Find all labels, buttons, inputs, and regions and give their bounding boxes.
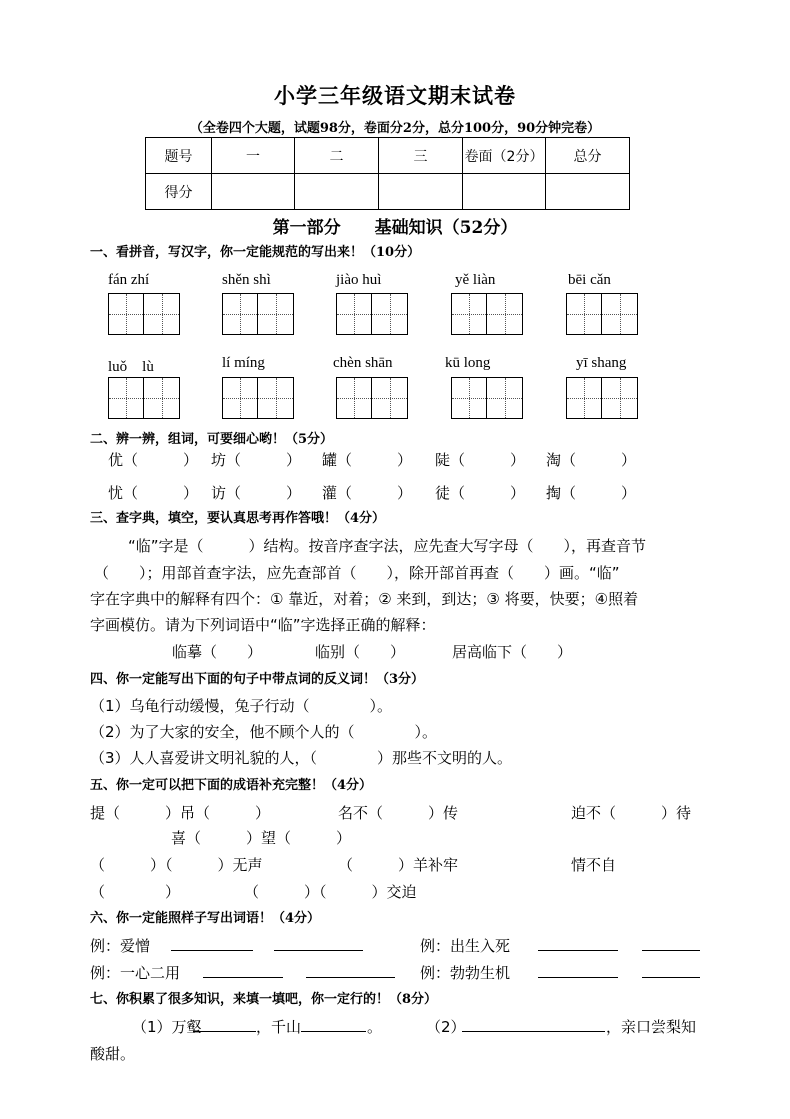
word-pair-item[interactable]: 徒（ ） xyxy=(435,484,526,502)
pinyin-label: luǒ lù xyxy=(108,359,154,375)
answer-line[interactable] xyxy=(193,1017,256,1032)
meaning-blank[interactable]: 临摹（ ） xyxy=(172,643,263,661)
pinyin-label: shěn shì xyxy=(222,272,271,288)
pinyin-label: lí míng xyxy=(222,355,265,371)
idiom-blank[interactable]: 喜（ ）望（ ） xyxy=(171,829,352,847)
writing-grid[interactable] xyxy=(222,377,294,419)
word-pair-item[interactable]: 优（ ） xyxy=(108,451,199,469)
answer-line[interactable] xyxy=(462,1017,605,1032)
pinyin-label: kū long xyxy=(445,355,491,371)
dictionary-question-line: 字在字典中的解释有四个：① 靠近，对着；② 来到，到达；③ 将要，快要；④照着 xyxy=(90,590,639,608)
idiom-blank[interactable]: 提（ ）吊（ ） xyxy=(90,804,271,822)
word-pair-item[interactable]: 罐（ ） xyxy=(322,451,413,469)
writing-grid[interactable] xyxy=(451,377,523,419)
score-table-score-row xyxy=(146,174,630,210)
word-pair-item[interactable]: 灌（ ） xyxy=(322,484,413,502)
writing-grid[interactable] xyxy=(222,293,294,335)
antonym-question[interactable]: （1）乌龟行动缓慢，兔子行动（ ）。 xyxy=(90,697,393,715)
word-pair-item[interactable]: 淘（ ） xyxy=(546,451,637,469)
word-pair-item[interactable]: 坊（ ） xyxy=(211,451,302,469)
header-cell: 卷面（2分） xyxy=(463,138,546,174)
writing-grid[interactable] xyxy=(566,293,638,335)
dictionary-question-line: （ ）；用部首查字法，应先查部首（ ），除开部首再查（ ）画。“临” xyxy=(94,564,620,582)
section-3-heading: 三、查字典，填空，要认真思考再作答哦！（4分） xyxy=(90,511,386,526)
writing-grid[interactable] xyxy=(108,293,180,335)
header-cell: 题号 xyxy=(146,138,212,174)
example-label: 例：出生入死 xyxy=(420,937,511,955)
writing-grid[interactable] xyxy=(451,293,523,335)
section-4-heading: 四、你一定能写出下面的句子中带点词的反义词！（3分） xyxy=(90,672,425,687)
idiom-blank[interactable]: 迫不（ ）待 xyxy=(571,804,692,822)
row-label: 得分 xyxy=(146,174,212,210)
poem-line-2a: （2） xyxy=(426,1018,466,1036)
pinyin-label: fán zhí xyxy=(108,272,150,288)
idiom-blank[interactable]: （ ）羊补牢 xyxy=(338,856,459,874)
section-7-heading: 七、你积累了很多知识，来填一填吧，你一定行的！（8分） xyxy=(90,992,438,1007)
poem-line-1c: 。 xyxy=(367,1018,383,1036)
antonym-question[interactable]: （3）人人喜爱讲文明礼貌的人，（ ）那些不文明的人。 xyxy=(90,749,513,767)
answer-line[interactable] xyxy=(171,936,253,951)
example-label: 例：一心二用 xyxy=(90,964,181,982)
word-pair-item[interactable]: 陡（ ） xyxy=(435,451,526,469)
answer-line[interactable] xyxy=(301,1017,366,1032)
answer-line[interactable] xyxy=(538,963,618,978)
example-label: 例：勃勃生机 xyxy=(420,964,511,982)
writing-grid[interactable] xyxy=(566,377,638,419)
score-table xyxy=(145,137,630,210)
score-cell[interactable] xyxy=(295,174,379,210)
writing-grid[interactable] xyxy=(336,293,408,335)
score-cell[interactable] xyxy=(379,174,463,210)
antonym-question[interactable]: （2）为了大家的安全，他不顾个人的（ ）。 xyxy=(90,723,438,741)
idiom-blank[interactable]: （ ）（ ）无声 xyxy=(90,856,263,874)
pinyin-label: chèn shān xyxy=(333,355,393,371)
meaning-blank[interactable]: 居高临下（ ） xyxy=(452,643,573,661)
dictionary-question-line: “临”字是（ ）结构。按音序查字法，应先查大写字母（ ），再查音节 xyxy=(128,537,647,555)
word-pair-item[interactable]: 访（ ） xyxy=(211,484,302,502)
poem-line-2c: 酸甜。 xyxy=(90,1045,136,1063)
answer-line[interactable] xyxy=(538,936,618,951)
answer-line[interactable] xyxy=(306,963,395,978)
exam-instructions: （全卷四个大题，试题98分，卷面分2分，总分100分，90分钟完卷） xyxy=(189,121,601,136)
idiom-blank[interactable]: 名不（ ）传 xyxy=(338,804,459,822)
score-cell[interactable] xyxy=(546,174,630,210)
section-5-heading: 五、你一定可以把下面的成语补充完整！（4分） xyxy=(90,778,373,793)
answer-line[interactable] xyxy=(642,936,700,951)
header-cell: 三 xyxy=(379,138,463,174)
section-2-heading: 二、辨一辨，组词，可要细心哟！（5分） xyxy=(90,432,334,447)
header-cell: 二 xyxy=(295,138,379,174)
poem-line-1b: ，千山 xyxy=(256,1018,302,1036)
dictionary-question-line: 字画模仿。请为下列词语中“临”字选择正确的解释： xyxy=(90,616,436,634)
part-title: 第一部分 基础知识（52分） xyxy=(272,218,518,238)
header-cell: 总分 xyxy=(546,138,630,174)
poem-line-1a: （1）万壑 xyxy=(132,1018,202,1036)
answer-line[interactable] xyxy=(203,963,283,978)
word-pair-item[interactable]: 掏（ ） xyxy=(546,484,637,502)
pinyin-label: jiào huì xyxy=(336,272,382,288)
poem-line-2b: ，亲口尝梨知 xyxy=(606,1018,697,1036)
answer-line[interactable] xyxy=(274,936,363,951)
meaning-blank[interactable]: 临别（ ） xyxy=(315,643,406,661)
header-cell: 一 xyxy=(212,138,295,174)
example-label: 例：爱憎 xyxy=(90,937,151,955)
pinyin-label: yī shang xyxy=(576,355,627,371)
section-6-heading: 六、你一定能照样子写出词语！（4分） xyxy=(90,911,321,926)
pinyin-label: yě liàn xyxy=(455,272,496,288)
writing-grid[interactable] xyxy=(336,377,408,419)
idiom-blank[interactable]: （ ） xyxy=(90,883,181,901)
word-pair-item[interactable]: 忧（ ） xyxy=(108,484,199,502)
answer-line[interactable] xyxy=(642,963,700,978)
idiom-blank[interactable]: （ ）（ ）交迫 xyxy=(244,883,417,901)
score-cell[interactable] xyxy=(212,174,295,210)
score-cell[interactable] xyxy=(463,174,546,210)
score-table-header-row xyxy=(146,138,630,174)
writing-grid[interactable] xyxy=(108,377,180,419)
idiom-blank[interactable]: 情不自 xyxy=(571,856,617,874)
section-1-heading: 一、看拼音，写汉字，你一定能规范的写出来！（10分） xyxy=(90,245,421,260)
pinyin-label: bēi cǎn xyxy=(568,272,611,288)
page-title: 小学三年级语文期末试卷 xyxy=(274,83,516,108)
